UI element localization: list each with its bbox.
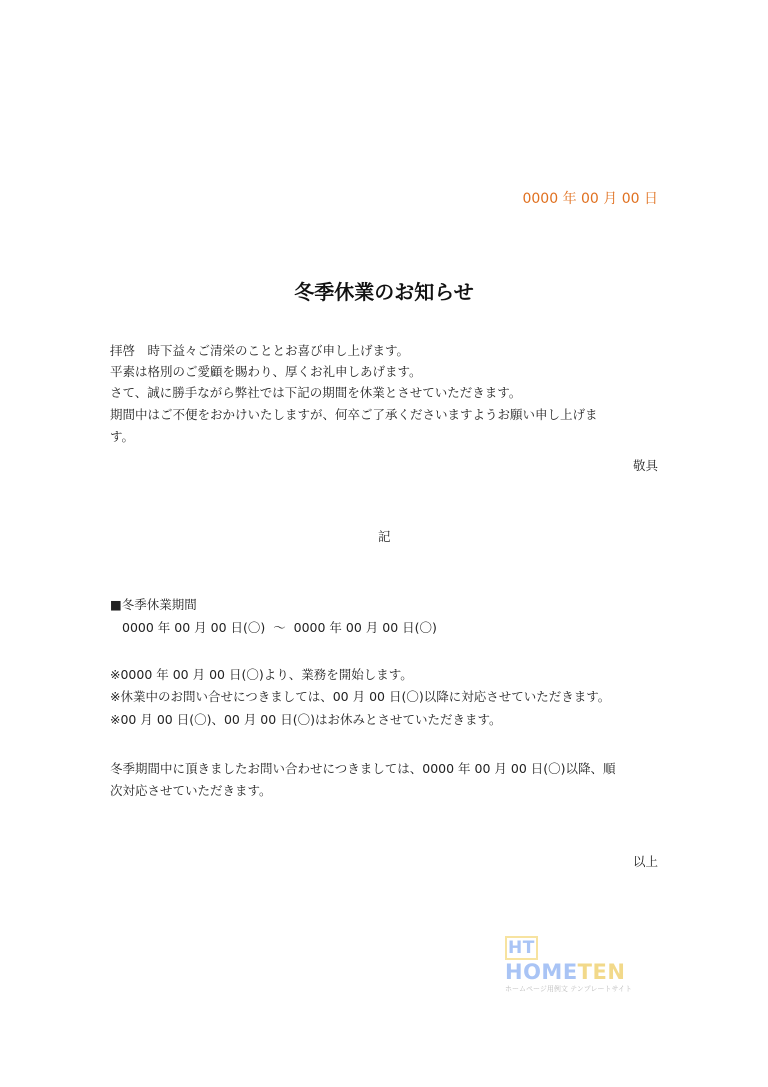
inquiry-line: 冬季期間中に頂きましたお問い合わせにつきましては、0000 年 00 月 00 日(〇)以降、順 [110,761,616,776]
logo-tagline: ホームページ用例文 テンプレートサイト [505,985,632,993]
body-line: 期間中はご不便をおかけいたしますが、何卒ご了承くださいますようお願い申し上げま [110,407,598,422]
ki-label: 記 [378,529,391,544]
body-line: 平素は格別のご愛顧を賜わり、厚くお礼申しあげます。 [110,364,422,379]
note-line: ※0000 年 00 月 00 日(〇)より、業務を開始します。 [110,667,413,682]
note-line: ※00 月 00 日(〇)、00 月 00 日(〇)はお休みとさせていただきます。 [110,712,502,727]
logo-mark: HT [505,936,538,960]
body-line: 拝啓 時下益々ご清栄のこととお喜び申し上げます。 [110,343,410,358]
document-date: 0000 年 00 月 00 日 [522,191,658,207]
document-title: 冬季休業のお知らせ [294,280,474,304]
logo-home: HOME [505,960,578,984]
period-value: 0000 年 00 月 00 日(〇) ～ 0000 年 00 月 00 日(〇) [122,620,437,635]
end-ijo: 以上 [632,854,658,869]
closing-keigu: 敬具 [632,458,658,473]
body-line: さて、誠に勝手ながら弊社では下記の期間を休業とさせていただきます。 [110,385,522,400]
note-line: ※休業中のお問い合せにつきましては、00 月 00 日(〇)以降に対応させていただきます。 [110,689,611,704]
logo-ten: TEN [577,960,626,984]
hometen-logo [505,934,655,994]
inquiry-line: 次対応させていただきます。 [110,783,272,798]
period-heading: ■冬季休業期間 [110,597,197,612]
body-line: す。 [110,429,135,444]
